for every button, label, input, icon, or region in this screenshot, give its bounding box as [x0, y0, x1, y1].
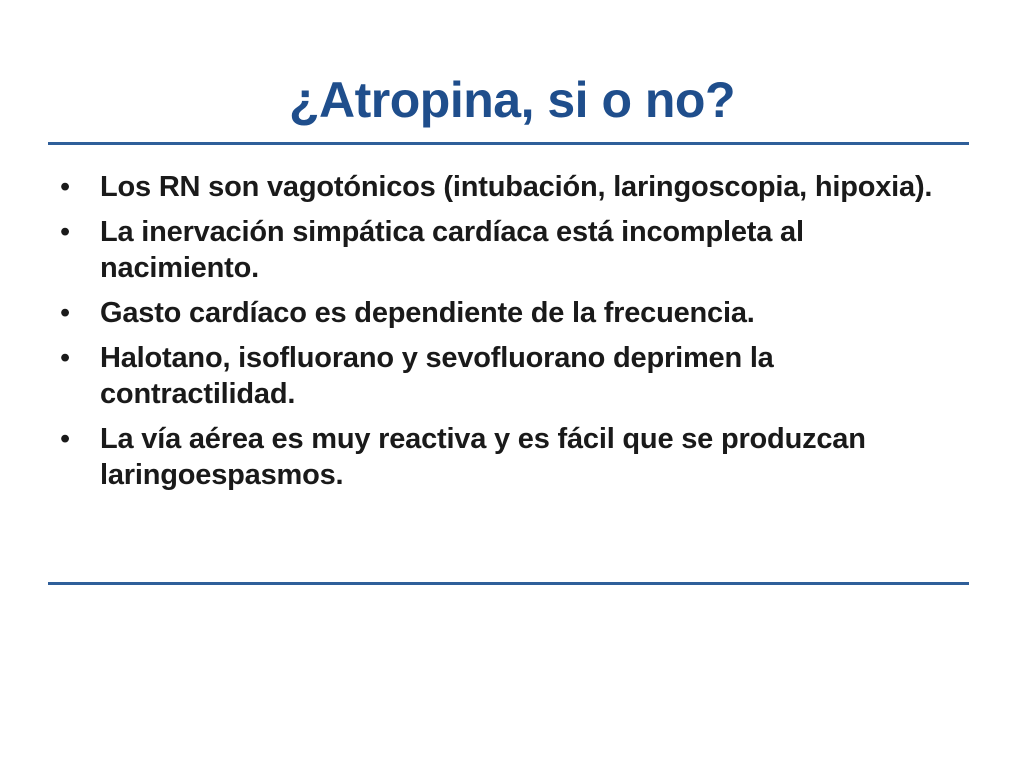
- bullet-text: Los RN son vagotónicos (intubación, laringoscopia, hipoxia).: [100, 171, 933, 203]
- bullet-item: [54, 295, 964, 331]
- bullet-item: [54, 214, 964, 286]
- bullet-item: [54, 340, 964, 412]
- bullet-text: Halotano, isofluorano y sevofluorano deprimen la contractilidad.: [100, 342, 774, 410]
- bullet-dot-icon: •: [60, 342, 70, 374]
- slide-title: ¿Atropina, si o no?: [288, 72, 736, 128]
- top-divider: [48, 142, 969, 145]
- bullet-dot-icon: •: [60, 423, 70, 455]
- bullet-dot-icon: •: [60, 171, 70, 203]
- bullet-text: La inervación simpática cardíaca está incompleta al nacimiento.: [100, 216, 804, 284]
- bullet-item: [54, 169, 964, 205]
- bullet-dot-icon: •: [60, 216, 70, 248]
- bullet-dot-icon: •: [60, 297, 70, 329]
- bullet-text: La vía aérea es muy reactiva y es fácil que se produzcan laringoespasmos.: [100, 423, 866, 491]
- bullet-text: Gasto cardíaco es dependiente de la frecuencia.: [100, 297, 755, 329]
- bullet-item: [54, 421, 964, 493]
- bullet-list: [54, 169, 964, 502]
- bottom-divider: [48, 582, 969, 585]
